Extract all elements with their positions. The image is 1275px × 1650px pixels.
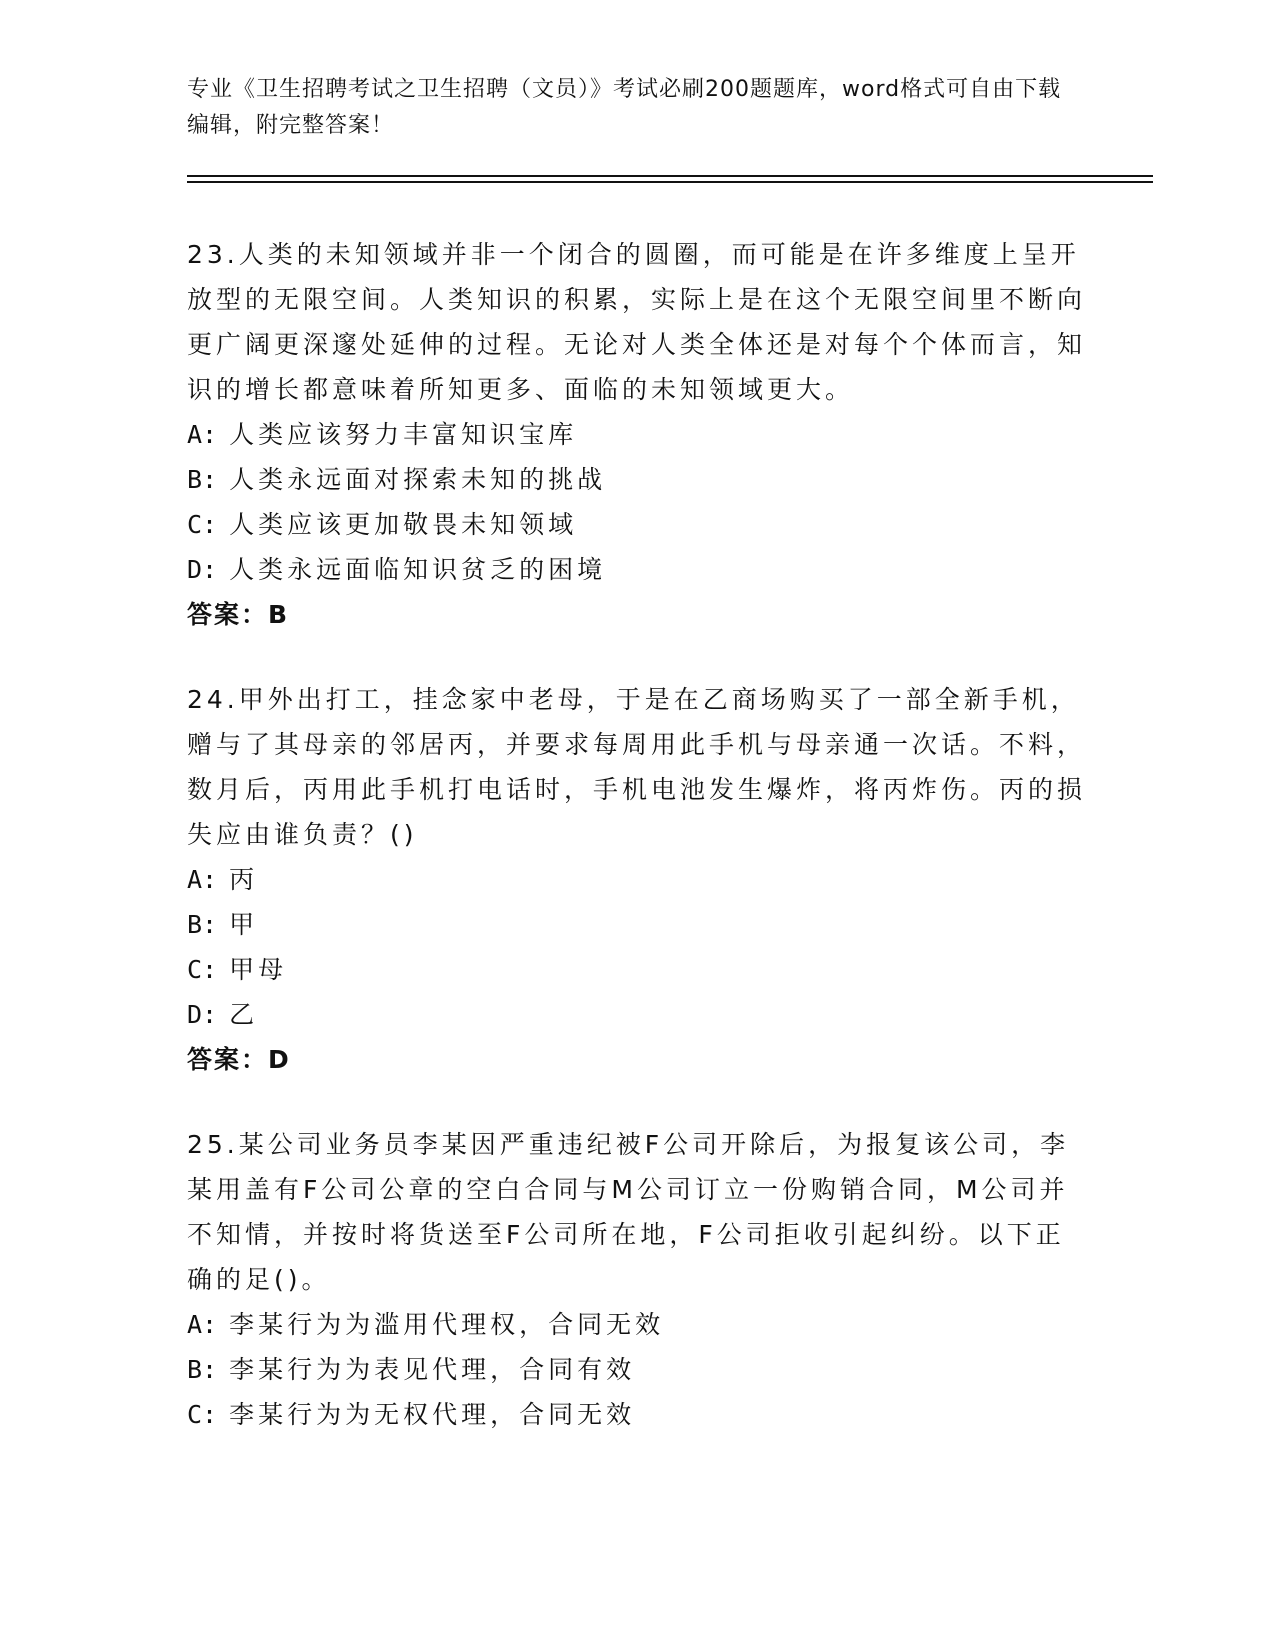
option-key: D: (187, 1000, 218, 1029)
option-a (187, 857, 1087, 902)
option-key: C: (187, 510, 218, 539)
option-c (187, 1392, 1087, 1437)
option-d (187, 547, 1087, 592)
option-text: 李某行为为无权代理，合同无效 (229, 1400, 636, 1429)
option-key: C: (187, 1400, 218, 1429)
option-c (187, 502, 1087, 547)
option-b (187, 902, 1087, 947)
option-text: 丙 (229, 865, 259, 894)
header-divider-bottom (187, 181, 1153, 183)
answer-label: 答案：D (187, 1045, 291, 1074)
option-key: B: (187, 1355, 218, 1384)
option-text: 甲母 (229, 955, 288, 984)
option-a (187, 1302, 1087, 1347)
option-b (187, 457, 1087, 502)
option-a (187, 412, 1087, 457)
option-text: 人类应该努力丰富知识宝库 (229, 420, 578, 449)
document-header: 专业《卫生招聘考试之卫生招聘（文员）》考试必刷200题题库，word格式可自由下载编辑，附完整答案！ (187, 77, 1062, 138)
question-text: 25.某公司业务员李某因严重违纪被F公司开除后，为报复该公司，李某用盖有F公司公章的空白合同与M公司订立一份购销合同，M公司并不知情，并按时将货送至F公司所在地，F公司拒收引起纠纷。以下正确的足()。 (187, 1130, 1070, 1294)
option-key: A: (187, 1310, 218, 1339)
answer-label: 答案：B (187, 600, 290, 629)
question-24 (187, 677, 1087, 1082)
option-key: D: (187, 555, 218, 584)
option-c (187, 947, 1087, 992)
option-key: B: (187, 910, 218, 939)
header-divider-top (187, 175, 1153, 177)
option-text: 人类应该更加敬畏未知领域 (229, 510, 578, 539)
option-b (187, 1347, 1087, 1392)
question-23 (187, 232, 1087, 637)
option-key: B: (187, 465, 218, 494)
question-list (187, 232, 1087, 1477)
option-text: 李某行为为滥用代理权，合同无效 (229, 1310, 665, 1339)
option-text: 乙 (229, 1000, 259, 1029)
question-25 (187, 1122, 1087, 1437)
question-text: 23.人类的未知领域并非一个闭合的圆圈，而可能是在许多维度上呈开放型的无限空间。人类知识的积累，实际上是在这个无限空间里不断向更广阔更深邃处延伸的过程。无论对人类全体还是对每个个体而言，知识的增长都意味着所知更多、面临的未知领域更大。 (187, 240, 1087, 404)
option-key: A: (187, 865, 218, 894)
option-text: 人类永远面对探索未知的挑战 (229, 465, 607, 494)
option-key: C: (187, 955, 218, 984)
option-text: 李某行为为表见代理，合同有效 (229, 1355, 636, 1384)
option-d (187, 992, 1087, 1037)
option-text: 人类永远面临知识贫乏的困境 (229, 555, 607, 584)
question-text: 24.甲外出打工，挂念家中老母，于是在乙商场购买了一部全新手机，赠与了其母亲的邻居丙，并要求每周用此手机与母亲通一次话。不料，数月后，丙用此手机打电话时，手机电池发生爆炸，将丙炸伤。丙的损失应由谁负责？() (187, 685, 1087, 849)
option-key: A: (187, 420, 218, 449)
option-text: 甲 (229, 910, 259, 939)
